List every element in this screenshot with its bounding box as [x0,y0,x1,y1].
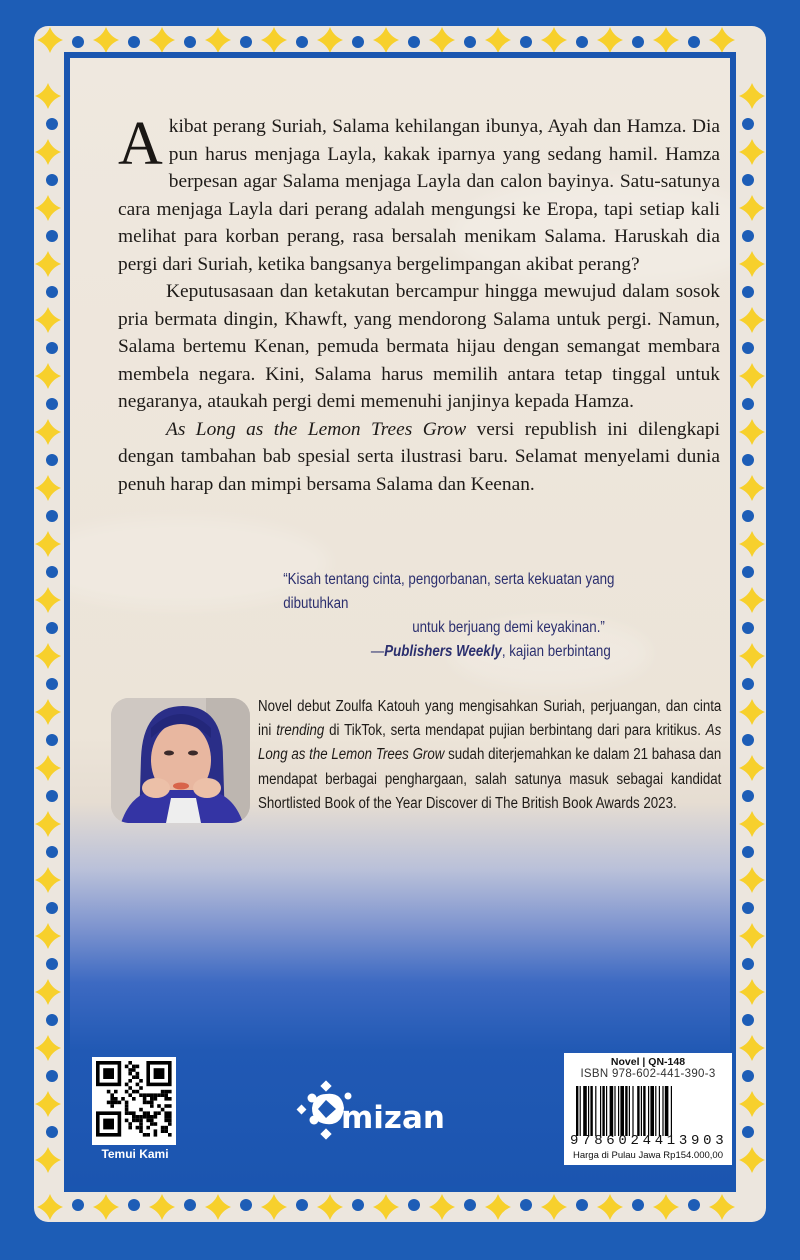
scallop-dot [520,36,532,48]
scallop-dot [742,230,754,242]
star-icon [35,475,61,501]
scallop-dot [46,174,58,186]
drop-cap: A [118,110,163,178]
scallop-dot [46,118,58,130]
review-line-2: untuk berjuang demi keyakinan.” [412,619,605,636]
star-icon [739,1147,765,1173]
author-bio [258,695,721,816]
scallop-dot [240,1199,252,1211]
star-icon [739,643,765,669]
star-icon [35,195,61,221]
star-icon [93,1194,119,1220]
scallop-dot [46,398,58,410]
qr-code[interactable] [92,1057,176,1145]
bio-text-1: Novel debut Zoulfa Katouh yang mengisahkan Suriah, perjuangan, dan cinta ini [258,698,722,740]
scallop-dot [742,342,754,354]
isbn-number: ISBN 978-602-441-390-3 [580,1068,716,1080]
star-icon [205,27,231,53]
star-icon [485,1194,511,1220]
scallop-dot [520,1199,532,1211]
star-icon [739,307,765,333]
star-icon [739,139,765,165]
star-icon [35,307,61,333]
star-icon [739,699,765,725]
star-icon [429,27,455,53]
star-icon [35,923,61,949]
star-icon [35,1035,61,1061]
scallop-dot [632,1199,644,1211]
star-icon [739,587,765,613]
star-icon [35,867,61,893]
star-icon [35,811,61,837]
star-icon [35,251,61,277]
bio-text-3: sudah diterjemahkan ke dalam 21 bahasa dan mendapat berbagai penghargaan, salah satunya masuk sebagai kandidat Shortlisted Book of the Year Discover di The British Book Awards 2023. [258,746,722,812]
scallop-dot [576,1199,588,1211]
publisher-name: mizan [341,1100,445,1136]
star-icon [261,27,287,53]
scallop-dot [46,510,58,522]
star-icon [35,699,61,725]
review-quote [180,568,653,664]
scallop-dot [576,36,588,48]
star-icon [709,27,735,53]
scallop-dot [296,36,308,48]
scallop-dot [742,398,754,410]
scallop-dot [72,36,84,48]
category-code: Novel | QN-148 [610,1056,686,1068]
star-icon [653,27,679,53]
star-icon [149,27,175,53]
scallop-dot [742,1014,754,1026]
star-icon [35,587,61,613]
star-icon [739,195,765,221]
star-icon [739,811,765,837]
scallop-dot [46,230,58,242]
star-icon [739,531,765,557]
scallop-dot [742,118,754,130]
scallop-dot [46,454,58,466]
scallop-dot [46,1070,58,1082]
scallop-dot [742,454,754,466]
scallop-dot [46,1126,58,1138]
scallop-dot [296,1199,308,1211]
scallop-dot [46,678,58,690]
barcode-digits: 9786024413903 [570,1133,728,1149]
synopsis-paragraph-3-text: versi republish ini dilengkapi dengan tambahan bab spesial serta ilustrasi baru. Selamat menyelami dunia penuh harap dan mimpi bersama Salama dan Keenan. [118,418,720,495]
scallop-dot [46,902,58,914]
star-icon [739,1035,765,1061]
scallop-dot [742,174,754,186]
scallop-dot [742,846,754,858]
star-icon [35,363,61,389]
review-source: Publishers Weekly [384,643,502,660]
star-icon [35,755,61,781]
synopsis-paragraph-3 [118,416,720,499]
price-label: Harga di Pulau Jawa Rp154.000,00 [573,1150,723,1161]
scallop-dot [240,36,252,48]
book-title-italic: As Long as the Lemon Trees Grow [166,418,467,440]
star-icon [739,83,765,109]
scallop-dot [46,846,58,858]
scallop-dot [46,734,58,746]
star-icon [35,1091,61,1117]
scallop-dot [46,342,58,354]
star-icon [739,867,765,893]
star-icon [317,1194,343,1220]
scallop-dot [352,1199,364,1211]
scallop-dot [742,790,754,802]
isbn-barcode-block [564,1053,732,1165]
star-icon [93,27,119,53]
star-icon [373,1194,399,1220]
scallop-dot [742,958,754,970]
scallop-dot [46,958,58,970]
scallop-dot [742,1126,754,1138]
scallop-dot [464,1199,476,1211]
scallop-dot [408,1199,420,1211]
scallop-dot [688,36,700,48]
review-attribution [180,640,653,664]
star-icon [373,27,399,53]
qr-code-icon [92,1057,176,1145]
star-icon [37,27,63,53]
star-icon [317,27,343,53]
star-icon [597,1194,623,1220]
synopsis-text [118,110,720,498]
barcode-icon [572,1086,722,1136]
star-icon [739,755,765,781]
star-icon [739,363,765,389]
review-line-1: “Kisah tentang cinta, pengorbanan, serta kekuatan yang dibutuhkan [283,571,615,612]
scallop-dot [46,566,58,578]
scallop-dot [184,1199,196,1211]
star-icon [653,1194,679,1220]
scallop-dot [742,510,754,522]
author-photo [111,698,250,823]
star-icon [35,531,61,557]
star-icon [35,979,61,1005]
star-icon [485,27,511,53]
bio-text-2: di TikTok, serta mendapat pujian berbintang dari para kritikus. [324,722,706,740]
star-icon [205,1194,231,1220]
scallop-dot [46,286,58,298]
star-icon [739,419,765,445]
em-dash: — [370,643,385,660]
scallop-dot [352,36,364,48]
scallop-dot [184,36,196,48]
star-icon [541,1194,567,1220]
star-icon [149,1194,175,1220]
scallop-dot [72,1199,84,1211]
scallop-dot [46,622,58,634]
bio-book-title: As Long as the Lemon Trees Grow [258,722,722,764]
scallop-dot [46,790,58,802]
star-icon [739,923,765,949]
star-icon [739,251,765,277]
bio-trending: trending [276,722,325,740]
star-icon [35,83,61,109]
star-icon [429,1194,455,1220]
star-icon [739,979,765,1005]
scallop-dot [742,286,754,298]
star-icon [35,419,61,445]
star-icon [597,27,623,53]
star-icon [37,1194,63,1220]
star-icon [261,1194,287,1220]
scallop-dot [46,1014,58,1026]
scallop-dot [128,36,140,48]
star-icon [35,139,61,165]
star-icon [541,27,567,53]
qr-label: Temui Kami [101,1147,169,1161]
scallop-dot [742,902,754,914]
star-icon [739,1091,765,1117]
scallop-dot [632,36,644,48]
star-icon [35,643,61,669]
scallop-dot [742,566,754,578]
synopsis-paragraph-1: kibat perang Suriah, Salama kehilangan ibunya, Ayah dan Hamza. Dia pun harus menjaga Layla, kakak iparnya yang sedang hamil. Hamza berpesan agar Salama menjaga Layla dan calon bayinya. Satu-satunya cara menjaga Layla dari perang adalah mengungsi ke Eropa, tapi setiap kali melihat para korban perang, rasa bersalah menikam Salama. Haruskah dia pergi dari Suriah, ketika bangsanya bergelimpangan akibat perang? [118,116,720,275]
scallop-dot [742,678,754,690]
scallop-dot [742,622,754,634]
scallop-dot [464,36,476,48]
review-source-note: , kajian berbintang [501,643,611,660]
scallop-dot [742,1070,754,1082]
scallop-dot [688,1199,700,1211]
synopsis-paragraph-2: Keputusasaan dan ketakutan bercampur hingga mewujud dalam sosok pria bermata dingin, Khawft, yang mendorong Salama untuk pergi. Namun, Salama bertemu Kenan, pemuda bermata hijau dengan semangat membara membela negara. Kini, Salama harus memilih antara tetap tinggal untuk negaranya, ataukah pergi demi memenuhi janjinya kepada Hamza. [118,281,720,412]
scallop-dot [408,36,420,48]
scallop-dot [742,734,754,746]
star-icon [35,1147,61,1173]
scallop-dot [128,1199,140,1211]
star-icon [709,1194,735,1220]
star-icon [739,475,765,501]
